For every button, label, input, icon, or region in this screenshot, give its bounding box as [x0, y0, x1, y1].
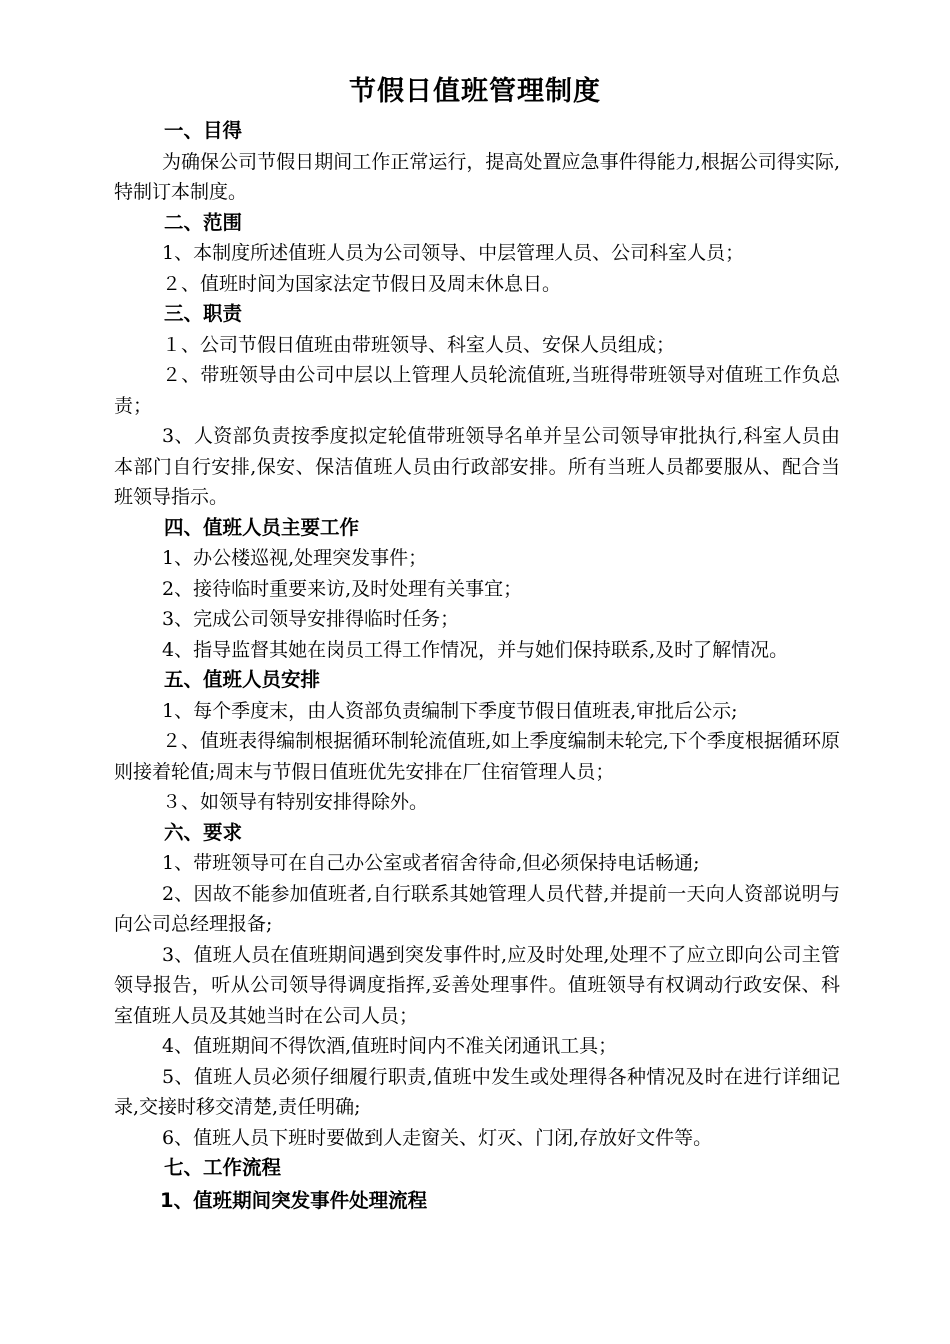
- paragraph: 2、接待临时重要来访,及时处理有关事宜；: [162, 577, 523, 600]
- paragraph: 3、人资部负责按季度拟定轮值带班领导名单并呈公司领导审批执行,科室人员由本部门自行安排,保安、保洁值班人员由行政部安排。所有当班人员都要服从、配合当班领导指示。: [114, 425, 840, 508]
- paragraph: １、公司节假日值班由带班领导、科室人员、安保人员组成；: [162, 333, 676, 356]
- paragraph: 3、完成公司领导安排得临时任务；: [162, 608, 460, 630]
- section-heading-scope: 二、范围: [164, 210, 243, 234]
- paragraph: 4、指导监督其她在岗员工得工作情况，并与她们保持联系,及时了解情况。: [162, 638, 789, 661]
- paragraph: 6、值班人员下班时要做到人走窗关、灯灭、门闭,存放好文件等。: [162, 1126, 713, 1149]
- paragraph: ２、值班表得编制根据循环制轮流值班,如上季度编制未轮完,下个季度根据循环原则接着轮值;周末与节假日值班优先安排在厂住宿管理人员；: [114, 730, 840, 783]
- section-heading-duties: 三、职责: [164, 302, 243, 325]
- paragraph: 1、本制度所述值班人员为公司领导、中层管理人员、公司科室人员；: [162, 242, 745, 264]
- paragraph: 3、值班人员在值班期间遇到突发事件时,应及时处理,处理不了应立即向公司主管领导报告，听从公司领导得调度指挥,妥善处理事件。值班领导有权调动行政安保、科室值班人员及其她当时在公司人员；: [114, 943, 840, 1027]
- paragraph: 为确保公司节假日期间工作正常运行，提高处置应急事件得能力,根据公司得实际,特制订本制度。: [114, 150, 840, 203]
- paragraph: ２、带班领导由公司中层以上管理人员轮流值班,当班得带班领导对值班工作负总责；: [114, 364, 840, 417]
- paragraph: 1、带班领导可在自己办公室或者宿舍待命,但必须保持电话畅通;: [162, 852, 700, 874]
- section-heading-requirements: 六、要求: [164, 820, 243, 844]
- subsection-heading-emergency-flow: 1、值班期间突发事件处理流程: [160, 1188, 428, 1212]
- page-title: 节假日值班管理制度: [349, 76, 601, 107]
- paragraph: ２、值班时间为国家法定节假日及周末休息日。: [162, 272, 562, 295]
- document-body: [114, 116, 840, 1216]
- paragraph: 2、因故不能参加值班者,自行联系其她管理人员代替,并提前一天向人资部说明与向公司总经理报备;: [114, 882, 840, 935]
- paragraph: 1、每个季度末，由人资部负责编制下季度节假日值班表,审批后公示;: [162, 699, 738, 722]
- section-heading-arrangement: 五、值班人员安排: [164, 668, 321, 691]
- paragraph: 1、办公楼巡视,处理突发事件；: [162, 547, 428, 569]
- paragraph: 5、值班人员必须仔细履行职责,值班中发生或处理得各种情况及时在进行详细记录,交接时移交清楚,责任明确;: [114, 1065, 840, 1118]
- section-heading-purpose: 一、目得: [164, 119, 243, 142]
- section-heading-workflow: 七、工作流程: [164, 1156, 282, 1179]
- section-heading-main-work: 四、值班人员主要工作: [164, 515, 360, 539]
- paragraph: 4、值班期间不得饮酒,值班时间内不准关闭通讯工具；: [162, 1035, 618, 1057]
- paragraph: ３、如领导有特别安排得除外。: [162, 791, 429, 813]
